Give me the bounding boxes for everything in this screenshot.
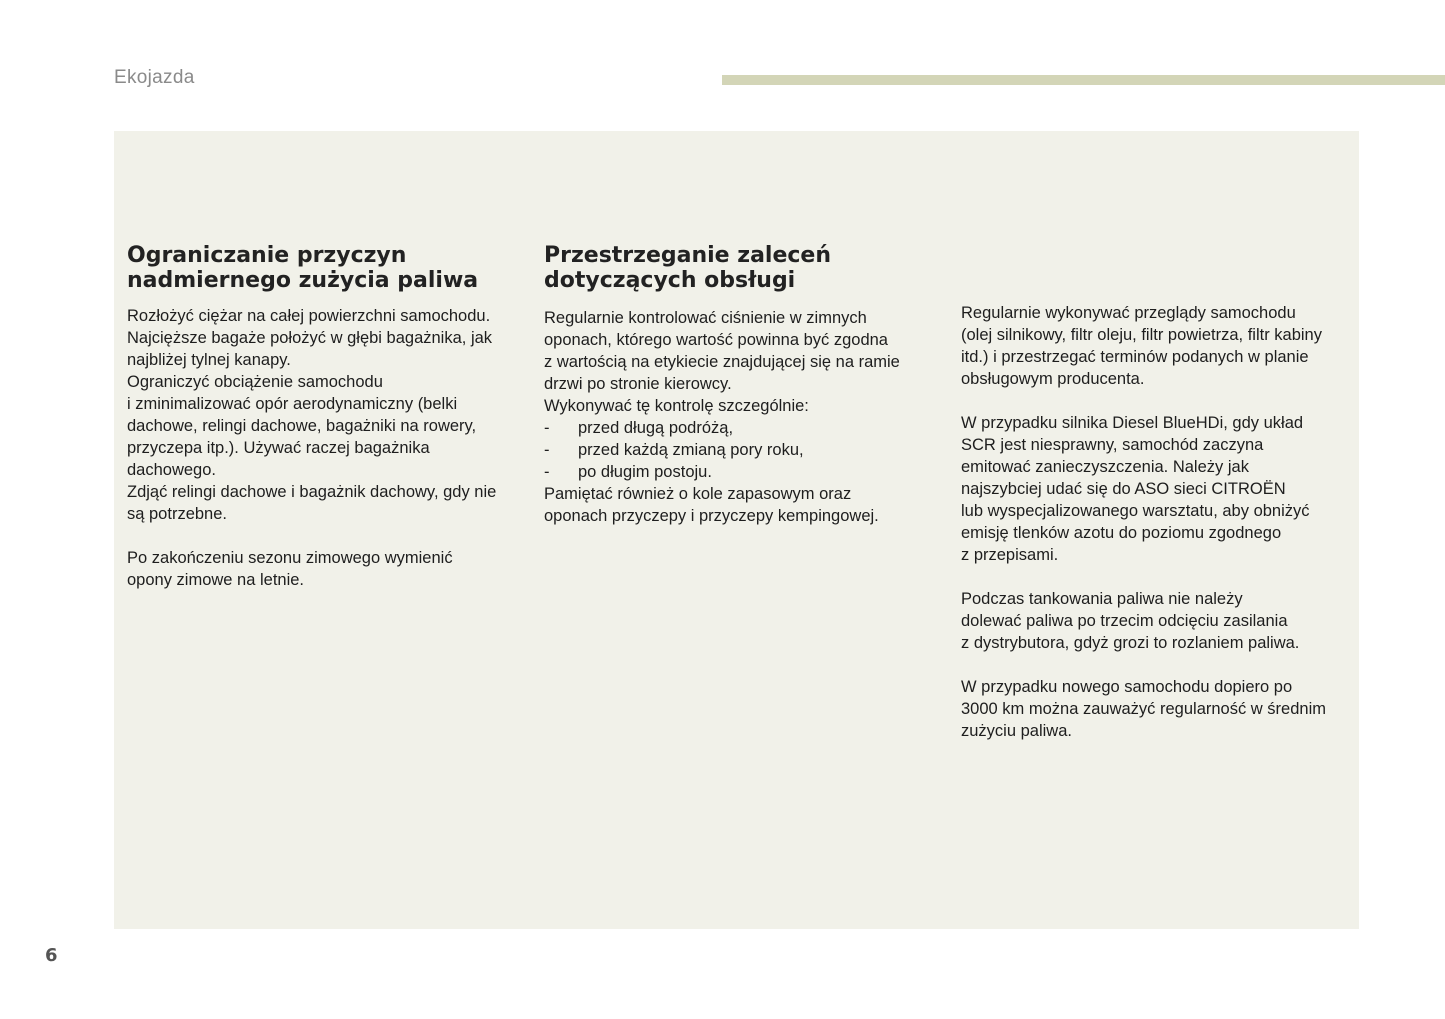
text-line: z dystrybutora, gdyż grozi to rozlaniem paliwa. <box>961 634 1300 652</box>
column-heading: Przestrzeganie zaleceń dotyczących obsługi <box>544 243 831 293</box>
text-line: z wartością na etykiecie znajdującej się na ramie <box>544 353 900 371</box>
text-line: najszybciej udać się do ASO sieci CITROËN <box>961 480 1286 498</box>
list-item: - przed każdą zmianą pory roku, <box>544 441 804 459</box>
text-line: Pamiętać również o kole zapasowym oraz <box>544 485 852 503</box>
content-panel <box>114 131 1359 929</box>
text-line: Regularnie wykonywać przeglądy samochodu <box>961 304 1296 322</box>
text-line: Podczas tankowania paliwa nie należy <box>961 590 1243 608</box>
text-line: drzwi po stronie kierowcy. <box>544 375 732 393</box>
text-line: dachowego. <box>127 461 216 479</box>
text-line: dolewać paliwa po trzecim odcięciu zasilania <box>961 612 1288 630</box>
text-line: przyczepa itp.). Używać raczej bagażnika <box>127 439 430 457</box>
text-line: oponach, którego wartość powinna być zgodna <box>544 331 888 349</box>
column-body <box>127 305 496 591</box>
header-decorative-bar <box>722 75 1445 85</box>
column-heading: Ograniczanie przyczyn nadmiernego zużycia paliwa <box>127 243 479 293</box>
text-line: W przypadku silnika Diesel BlueHDi, gdy układ <box>961 414 1304 432</box>
text-line: emitować zanieczyszczenia. Należy jak <box>961 458 1249 476</box>
text-line: są potrzebne. <box>127 505 227 523</box>
text-line: Zdjąć relingi dachowe i bagażnik dachowy, gdy nie <box>127 483 497 501</box>
text-line: Ograniczyć obciążenie samochodu <box>127 373 383 391</box>
text-line: najbliżej tylnej kanapy. <box>127 351 291 369</box>
list-item: - po długim postoju. <box>544 463 712 481</box>
text-line: dachowe, relingi dachowe, bagażniki na rowery, <box>127 417 477 435</box>
text-line: Najcięższe bagaże położyć w głębi bagażnika, jak <box>127 329 493 347</box>
column-body <box>544 307 900 527</box>
text-line: emisję tlenków azotu do poziomu zgodnego <box>961 524 1282 542</box>
text-line: Regularnie kontrolować ciśnienie w zimnych <box>544 309 867 327</box>
text-line: itd.) i przestrzegać terminów podanych w planie <box>961 348 1309 366</box>
page-number: 6 <box>45 945 58 966</box>
text-line: Po zakończeniu sezonu zimowego wymienić <box>127 549 453 567</box>
text-line: lub wyspecjalizowanego warsztatu, aby obniżyć <box>961 502 1310 520</box>
text-line: zużyciu paliwa. <box>961 722 1072 740</box>
text-line: opony zimowe na letnie. <box>127 571 305 589</box>
text-line: z przepisami. <box>961 546 1059 564</box>
text-line: oponach przyczepy i przyczepy kempingowej. <box>544 507 879 525</box>
text-line: obsługowym producenta. <box>961 370 1145 388</box>
text-line: Rozłożyć ciężar na całej powierzchni samochodu. <box>127 307 491 325</box>
text-line: (olej silnikowy, filtr oleju, filtr powietrza, filtr kabiny <box>961 326 1322 344</box>
text-line: 3000 km można zauważyć regularność w średnim <box>961 700 1326 718</box>
text-line: SCR jest niesprawny, samochód zaczyna <box>961 436 1264 454</box>
text-line: W przypadku nowego samochodu dopiero po <box>961 678 1293 696</box>
text-line: i zminimalizować opór aerodynamiczny (belki <box>127 395 458 413</box>
column-body <box>961 302 1326 742</box>
section-title: Ekojazda <box>114 67 195 88</box>
text-line: Wykonywać tę kontrolę szczególnie: <box>544 397 809 415</box>
list-item: - przed długą podróżą, <box>544 419 734 437</box>
